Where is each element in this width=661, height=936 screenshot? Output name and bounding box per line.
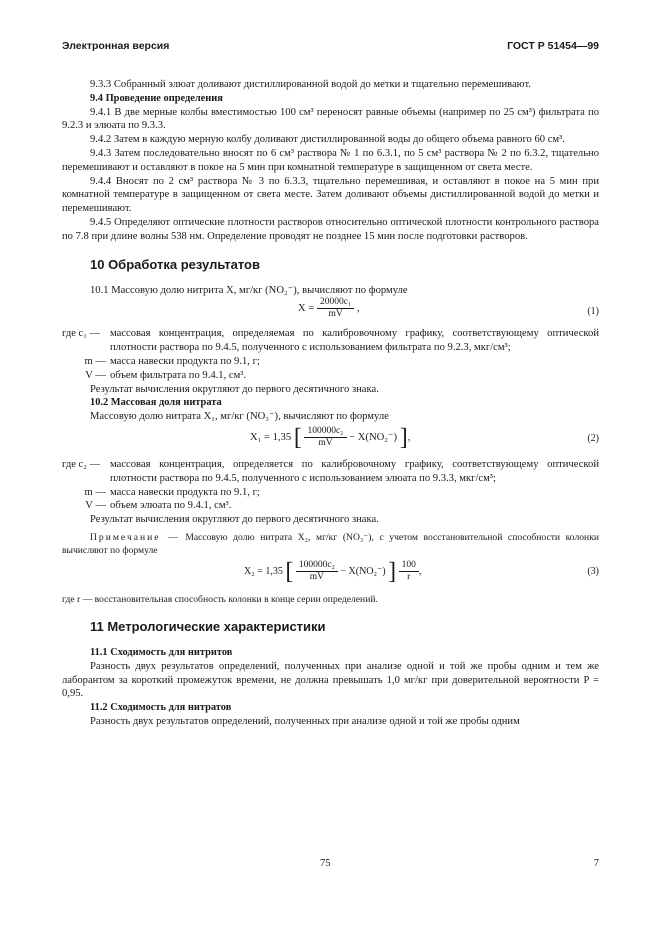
formula-3-fraction-2	[399, 560, 419, 583]
definition-text: объем элюата по 9.4.1, см³.	[110, 500, 232, 512]
document-body	[62, 78, 599, 729]
definition-text: массовая концентрация, определяемая по калибровочному графику, соответствующему оптической плотности раствора по 9.4.5, полученного с использованием фильтрата по 9.2.3, мкг/см³;	[110, 328, 599, 354]
formula-2-fraction	[304, 426, 346, 449]
formula-1-denominator: mV	[328, 309, 343, 320]
formula-3-denominator: mV	[309, 571, 324, 582]
rounding-note-1: Результат вычисления округляют до первого десятичного знака.	[90, 383, 379, 395]
definition-symbol: m —	[84, 355, 106, 367]
formula-2: X₁ = 1,35 [ $\frac{\text{100000c₂}}{mV}$ − X(NO₂⁻) ], (2)	[250, 424, 599, 451]
para-9-4-2: 9.4.2 Затем в каждую мерную колбу доливают дистиллированной воды до общего объема равного 60 см³.	[90, 134, 565, 146]
formula-3-denominator-2: r	[407, 571, 411, 582]
definition-text: масса навески продукта по 9.1, г;	[110, 355, 260, 367]
formula-3: X₂ = 1,35 [ $\frac{\text{100000c₂}}{mV}$ − X(NO₂⁻) ] $\frac{100}{r}$ , (3)	[244, 558, 599, 585]
note-text: Массовую долю нитрата X₂, мг/кг (NO₃⁻), с учетом восстановительной способности колонки вычисляют по формуле	[62, 531, 599, 556]
para-9-4-4: 9.4.4 Вносят по 2 см³ раствора № 3 по 6.3.3, тщательно перемешивая, и оставляют в покое на 5 мин при комнатной температуре в защищенном от света месте. Затем доливают объемы дистиллированной водой до метки и перемешивают.	[62, 175, 599, 215]
heading-11-2: 11.2 Сходимость для нитратов	[90, 702, 232, 714]
formula-3-numerator: 100000c₂	[296, 560, 338, 572]
definition-symbol: V —	[85, 500, 106, 512]
para-11-1: Разность двух результатов определений, полученных при анализе одной и той же пробы одним и тем же лаборантом за короткий промежуток времени, не должна превышать 1,0 мг/кг при доверительной вероятности P = 0,95.	[62, 660, 599, 700]
definition-symbol: m —	[84, 486, 106, 498]
heading-11-1: 11.1 Сходимость для нитритов	[90, 646, 233, 658]
formula-1-number: (1)	[587, 306, 599, 318]
definition-row	[62, 499, 599, 513]
para-11-2: Разность двух результатов определений, полученных при анализе одной и той же пробы одним	[90, 715, 520, 727]
definition-row	[62, 458, 599, 486]
para-9-4-3: 9.4.3 Затем последовательно вносят по 6 см³ раствора № 1 по 6.3.1, по 5 см³ раствора № 2 по 6.3.2, тщательно перемешивают и оставляют в покое на 5 мин при комнатной температуре в защищенном от света месте.	[62, 147, 599, 173]
definition-text: масса навески продукта по 9.1, г;	[110, 486, 260, 498]
para-9-3-3: 9.3.3 Собранный элюат доливают дистиллированной водой до метки и тщательно перемешивают.	[90, 79, 531, 90]
definitions-1	[62, 327, 599, 382]
definition-row	[62, 369, 599, 383]
formula-2-number: (2)	[587, 432, 599, 444]
formula-2-bracket-open: [	[293, 424, 302, 451]
rounding-note-2: Результат вычисления округляют до первого десятичного знака.	[90, 514, 379, 526]
section-11-title: 11 Метрологические характеристики	[90, 618, 326, 634]
heading-9-4: 9.4 Проведение определения	[90, 92, 223, 104]
formula-1-fraction	[317, 297, 354, 320]
formula-3-fraction	[296, 560, 338, 583]
section-10-title: 10 Обработка результатов	[90, 256, 260, 272]
formula-1-tail: ,	[356, 303, 360, 315]
note-label: Примечание —	[90, 531, 180, 543]
formula-1	[62, 297, 599, 327]
para-10-1: 10.1 Массовую долю нитрита X, мг/кг (NO₂⁻), вычисляют по формуле	[90, 284, 408, 296]
formula-2-denominator: mV	[318, 437, 333, 448]
formula-2-numerator: 100000c₂	[304, 426, 346, 438]
definition-row	[62, 486, 599, 500]
header-standard: ГОСТ Р 51454—99	[507, 40, 599, 52]
page-number: 75	[320, 858, 331, 869]
sheet-number: 7	[593, 858, 599, 869]
formula-1-lhs: X =	[298, 303, 315, 315]
definition-text: объем фильтрата по 9.4.1, см³.	[110, 369, 247, 381]
definition-text: массовая концентрация, определяется по калибровочному графику, соответствующему оптической плотности раствора по 9.4.5, полученного с использованием элюата по 9.3.3, мкг/см³;	[110, 458, 599, 484]
formula-3-number: (3)	[587, 565, 599, 577]
definition-symbol: где c₂ —	[62, 458, 101, 470]
header-edition: Электронная версия	[62, 40, 170, 52]
definition-symbol: где c₁ —	[62, 328, 101, 340]
formula-3-numerator-2: 100	[399, 560, 419, 572]
heading-10-2: 10.2 Массовая доля нитрата	[90, 397, 222, 409]
note-where: где r — восстановительная способность колонки в конце серии определений.	[62, 593, 378, 605]
definition-row	[62, 327, 599, 355]
definitions-2	[62, 458, 599, 513]
definition-symbol: V —	[85, 369, 106, 381]
formula-2-tail: − X(NO₂⁻)	[349, 431, 398, 443]
formula-3-bracket-close: ]	[388, 558, 397, 585]
formula-3-lhs: X₂ = 1,35	[244, 565, 283, 577]
para-9-4-5: 9.4.5 Определяют оптические плотности растворов относительно оптической плотности контрольного раствора по 7.8 при длине волны 538 нм. Определение проводят не позднее 15 мин после подготовки растворов.	[62, 216, 599, 242]
formula-3-mid: − X(NO₂⁻)	[340, 565, 386, 577]
note-paragraph	[62, 531, 599, 557]
formula-2-lhs: X₁ = 1,35	[250, 431, 292, 443]
formula-2-bracket-close: ]	[399, 424, 408, 451]
formula-3-bracket-open: [	[285, 558, 294, 585]
para-10-2: Массовую долю нитрата X₁, мг/кг (NO₃⁻), вычисляют по формуле	[90, 411, 389, 423]
definition-row	[62, 355, 599, 369]
formula-1-numerator: 20000c₁	[317, 297, 354, 309]
para-9-4-1: 9.4.1 В две мерные колбы вместимостью 100 см³ переносят равные объемы (например по 25 см³) фильтрата по 9.2.3 и элюата по 9.3.3.	[62, 106, 599, 132]
